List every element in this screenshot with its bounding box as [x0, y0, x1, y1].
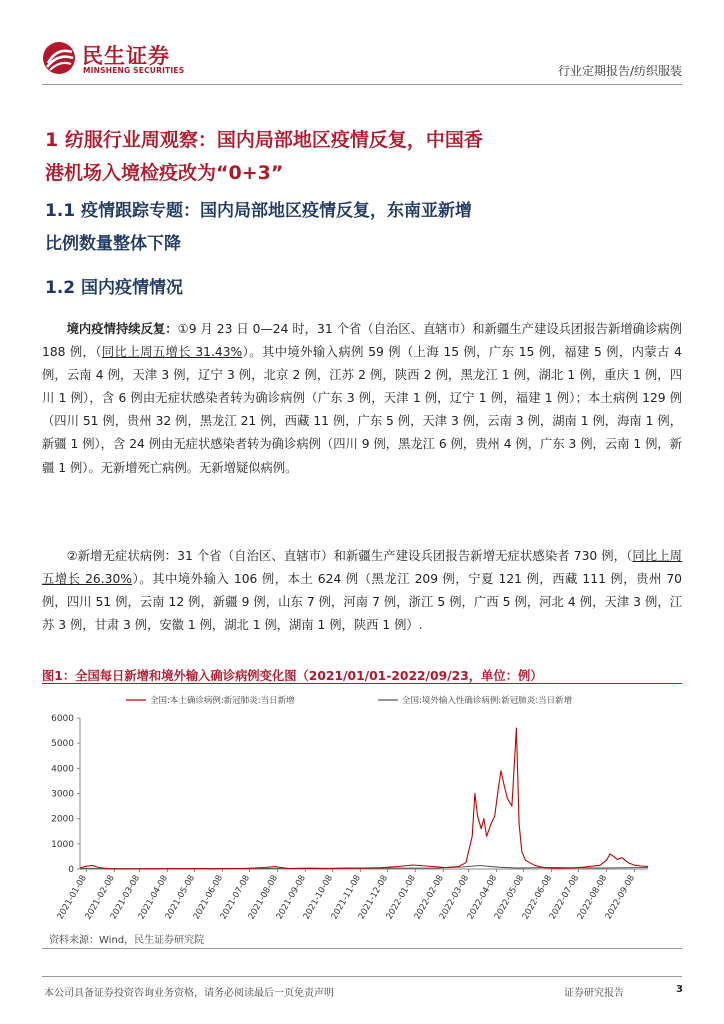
- section-heading-1-1-line2: 比例数量整体下降: [45, 234, 181, 254]
- x-tick-label: 2022-06-08: [520, 873, 555, 922]
- y-tick-label: 5000: [51, 739, 74, 750]
- paragraph-text: ）。其中境外输入 106 例，本土 624 例（黑龙江 209 例，宁夏 121 例，西藏 111 例，贵州 70 例，四川 51 例，云南 12 例，新疆 9 例，山东 7 例，河南 7 例，浙江 5 例，广西 5 例，河北 4 例，天津 3 例，江苏 3 例，甘肃 3 例，安徽 1 例，湖北 1 例，湖南 1 例，陕西 1 例）.: [42, 572, 683, 633]
- x-tick-label: 2021-12-08: [356, 873, 391, 922]
- minsheng-logo-icon: [42, 41, 76, 75]
- section-heading-1-1-line1: 1.1 疫情跟踪专题：国内局部地区疫情反复，东南亚新增: [45, 201, 473, 221]
- page-number: 3: [676, 984, 683, 995]
- paragraph-lead: 境内疫情持续反复：: [66, 322, 178, 336]
- x-tick-label: 2021-10-08: [301, 873, 336, 922]
- y-tick-label: 0: [68, 865, 74, 875]
- x-tick-label: 2021-09-08: [274, 873, 308, 922]
- growth-rate-link: 同比上周五增长 26.30%: [42, 549, 682, 587]
- figure-title: 图1：全国每日新增和境外输入确诊病例变化图（2021/01/01-2022/09/23，单位：例）: [42, 669, 543, 683]
- x-tick-label: 2021-04-08: [136, 873, 171, 922]
- covid-cases-chart: [42, 686, 682, 922]
- x-tick-label: 2021-02-08: [83, 873, 117, 922]
- paragraph-text: ①9 月 23 日 0—24 时，31 个省（自治区、直辖市）和新疆生产建设兵团报告新增确诊病例 188 例，（: [42, 322, 682, 360]
- figure-source: 资料来源：Wind，民生证券研究院: [49, 935, 205, 946]
- section-heading-1-2: 1.2 国内疫情情况: [45, 278, 184, 298]
- section-heading-1-line2: 港机场入境检疫改为“0+3”: [45, 162, 284, 184]
- x-tick-label: 2021-07-08: [218, 873, 253, 922]
- y-tick-label: 1000: [51, 839, 74, 850]
- x-tick-label: 2021-11-08: [329, 873, 363, 922]
- x-tick-label: 2022-08-08: [575, 873, 610, 922]
- logo-text-en: MINSHENG SECURITIES: [83, 66, 185, 75]
- footer-divider: [42, 976, 682, 977]
- y-tick-label: 3000: [51, 789, 74, 800]
- footer-disclaimer: 本公司具备证券投资咨询业务资格，请务必阅读最后一页免责声明: [44, 988, 334, 999]
- series-line: [80, 728, 648, 869]
- x-tick-label: 2021-03-08: [108, 873, 143, 922]
- growth-rate-link: 同比上周五增长 31.43%: [101, 345, 243, 360]
- y-tick-label: 6000: [51, 714, 74, 724]
- legend-label: 全国:境外输入性确诊病例:新冠肺炎:当日新增: [402, 696, 573, 706]
- paragraph-text: ）。其中境外输入病例 59 例（上海 15 例，广东 15 例，福建 5 例，内蒙古 4 例，云南 4 例，天津 3 例，辽宁 3 例，北京 2 例，江苏 2 例，陕西 2 例，黑龙江 1 例，湖北 1 例，重庆 1 例，四川 1 例），含 6 例由无症状感染者转为确诊病例（广东 3 例，天津 1 例，辽宁 1 例，福建 1 例）；本土病例 129 例（四川 51 例，贵州 32 例，黑龙江 21 例，西藏 11 例，广东 5 例，天津 3 例，云南 3 例，湖南 1 例，海南 1 例，新疆 1 例），含 24 例由无症状感染者转为确诊病例（四川 9 例，黑龙江 6 例，贵州 4 例，广东 3 例，云南 1 例，新疆 1 例）。无新增死亡病例。无新增疑似病例。: [42, 345, 683, 475]
- x-tick-label: 2021-01-08: [55, 873, 89, 922]
- y-tick-label: 2000: [51, 814, 74, 825]
- legend-label: 全国:本土确诊病例:新冠肺炎:当日新增: [150, 696, 295, 706]
- x-tick-label: 2022-01-08: [384, 873, 418, 922]
- source-divider: [42, 948, 682, 949]
- x-tick-label: 2021-05-08: [163, 873, 198, 922]
- logo-text-cn: 民生证券: [82, 44, 170, 68]
- section-heading-1-line1: 1 纺服行业周观察：国内局部地区疫情反复，中国香: [45, 129, 483, 151]
- report-category: 行业定期报告/纺织服装: [557, 64, 682, 78]
- paragraph-asymptomatic-cases: [42, 545, 682, 637]
- x-tick-label: 2022-03-08: [437, 873, 472, 922]
- paragraph-confirmed-cases: [42, 318, 682, 480]
- x-tick-label: 2022-05-08: [492, 873, 527, 922]
- x-tick-label: 2022-04-08: [465, 873, 500, 922]
- x-tick-label: 2021-08-08: [246, 873, 281, 922]
- footer-report-type: 证券研究报告: [564, 988, 624, 999]
- x-tick-label: 2022-07-08: [547, 873, 582, 922]
- x-tick-label: 2021-06-08: [191, 873, 226, 922]
- x-tick-label: 2022-02-08: [412, 873, 446, 922]
- paragraph-text: ②新增无症状病例：31 个省（自治区、直辖市）和新疆生产建设兵团报告新增无症状感染者 730 例，（: [66, 549, 633, 563]
- chart-svg: [42, 686, 682, 922]
- y-tick-label: 4000: [51, 764, 74, 775]
- x-tick-label: 2022-09-08: [603, 873, 638, 922]
- figure-title-divider: [42, 683, 682, 684]
- header-divider: [42, 84, 682, 85]
